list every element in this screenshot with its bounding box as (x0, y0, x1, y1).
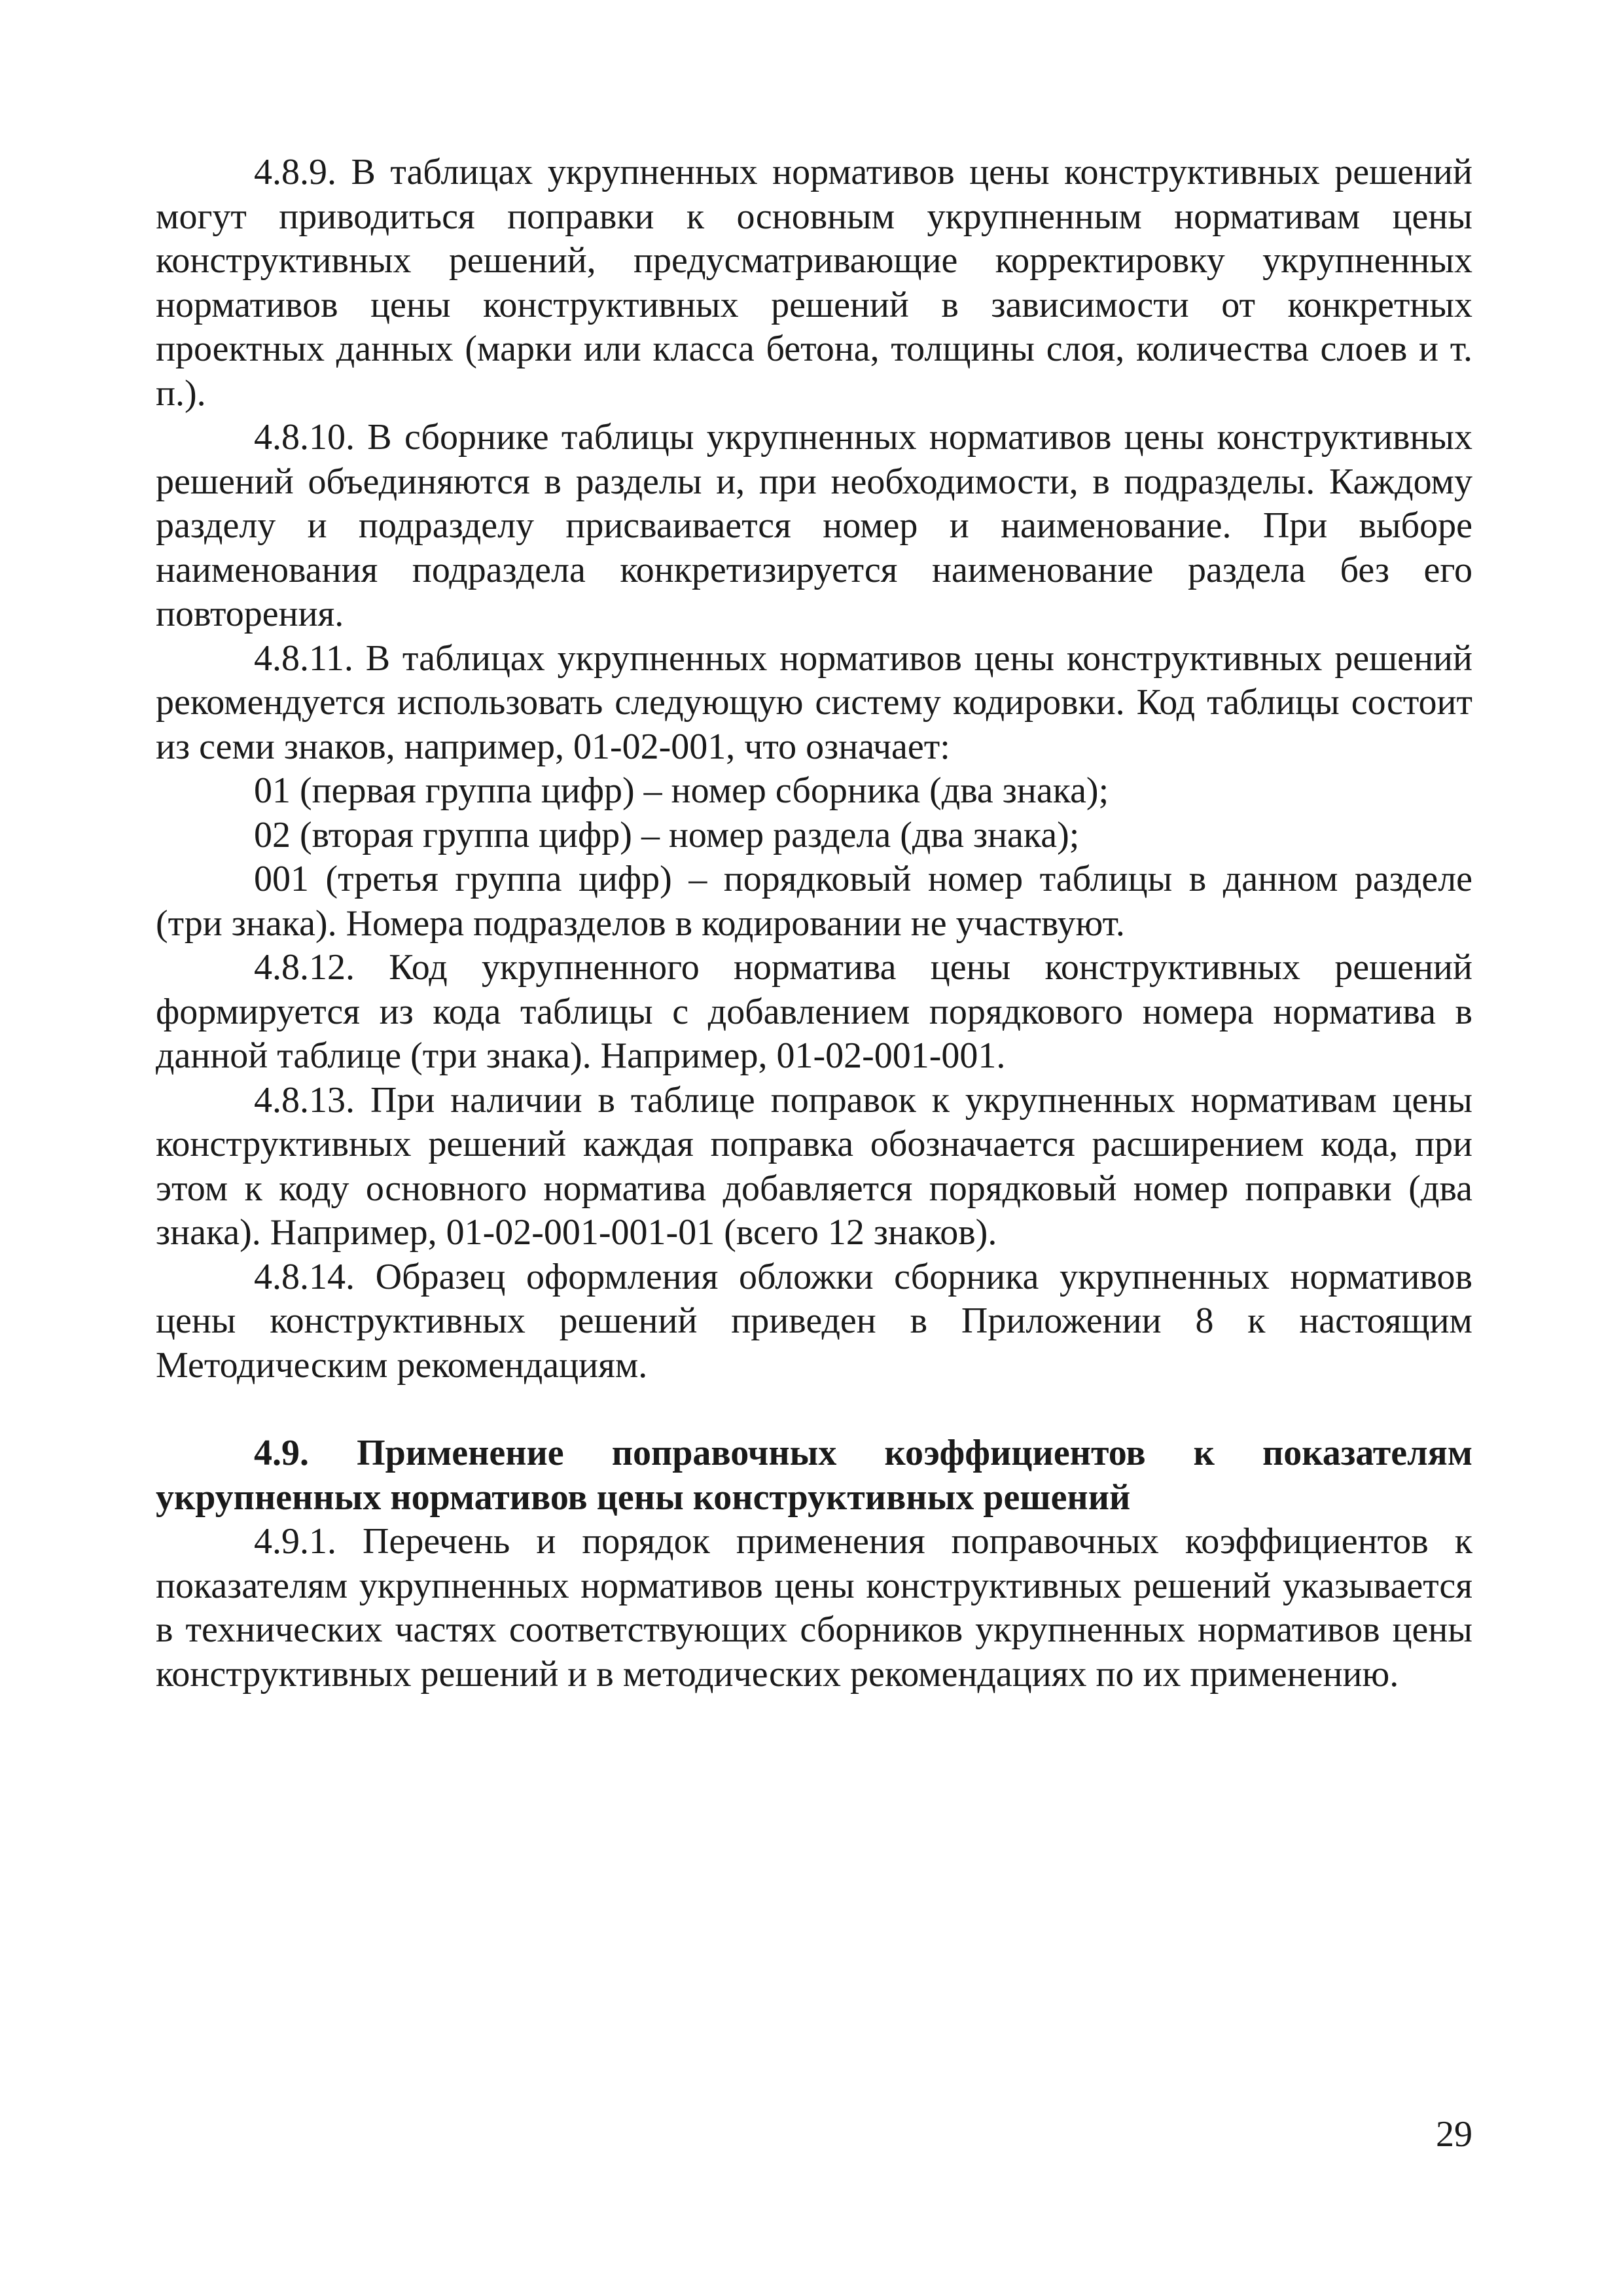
paragraph-4-8-11: 4.8.11. В таблицах укрупненных нормативов цены конструктивных решений рекомендуется использовать следующую систему кодировки. Код таблицы состоит из семи знаков, например, 01-02-001, что означает: (156, 637, 1472, 767)
section-spacer (156, 1388, 1472, 1431)
code-item-collection: 01 (первая группа цифр) – номер сборника (два знака); (254, 770, 1109, 811)
code-item-table: 001 (третья группа цифр) – порядковый номер таблицы в данном разделе (три знака). Номера подразделов в кодировании не участвуют. (156, 859, 1472, 944)
page-number: 29 (1436, 2114, 1472, 2155)
code-item-section: 02 (вторая группа цифр) – номер раздела (два знака); (254, 814, 1080, 855)
paragraph-4-8-10: 4.8.10. В сборнике таблицы укрупненных нормативов цены конструктивных решений объединяются в разделы и, при необходимости, в подразделы. Каждому разделу и подразделу присваивается номер и наименование. При выборе наименования подраздела конкретизируется наименование раздела без его повторения. (156, 417, 1472, 634)
page-body (156, 151, 1472, 1696)
paragraph-4-8-14: 4.8.14. Образец оформления обложки сборника укрупненных нормативов цены конструктивных решений приведен в Приложении 8 к настоящим Методическим рекомендациям. (156, 1256, 1472, 1386)
paragraph-4-8-9: 4.8.9. В таблицах укрупненных нормативов цены конструктивных решений могут приводиться поправки к основным укрупненным нормативам цены конструктивных решений, предусматривающие корректировку укрупненных нормативов цены конструктивных решений в зависимости от конкретных проектных данных (марки или класса бетона, толщины слоя, количества слоев и т. п.). (156, 152, 1472, 414)
paragraph-4-8-13: 4.8.13. При наличии в таблице поправок к укрупненных нормативам цены конструктивных решений каждая поправка обозначается расширением кода, при этом к коду основного норматива добавляется порядковый номер поправки (два знака). Например, 01-02-001-001-01 (всего 12 знаков). (156, 1079, 1472, 1253)
paragraph-4-9-1: 4.9.1. Перечень и порядок применения поправочных коэффициентов к показателям укрупненных нормативов цены конструктивных решений указывается в технических частях соответствующих сборников укрупненных нормативов цены конструктивных решений и в методических рекомендациях по их применению. (156, 1521, 1472, 1695)
paragraph-4-8-12: 4.8.12. Код укрупненного норматива цены конструктивных решений формируется из кода таблицы с добавлением порядкового номера норматива в данной таблице (три знака). Например, 01-02-001-001. (156, 947, 1472, 1076)
section-heading-4-9: 4.9. Применение поправочных коэффициентов к показателям укрупненных нормативов цены конструктивных решений (156, 1433, 1472, 1518)
